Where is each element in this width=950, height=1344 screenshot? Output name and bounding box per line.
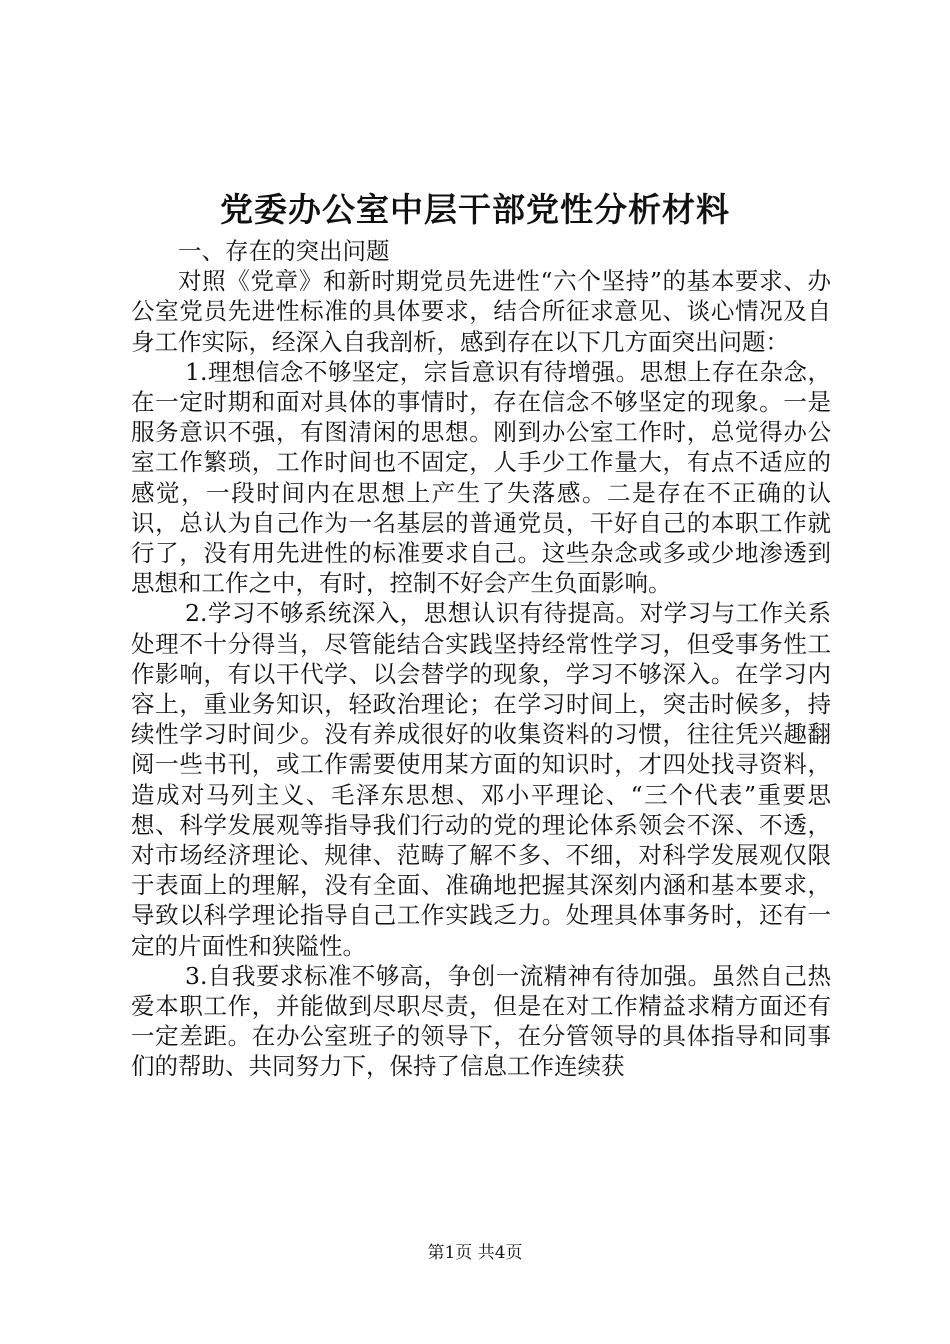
paragraph-item-2: 2.学习不够系统深入，思想认识有待提高。对学习与工作关系处理不十分得当，尽管能结合实践坚持经常性学习，但受事务性工作影响，有以干代学、以会替学的现象，学习不够深入。在学习内容上，重业务知识，轻政治理论；在学习时间上，突击时候多，持续性学习时间少。没有养成很好的收集资料的习惯，往往凭兴趣翻阅一些书刊，或工作需要使用某方面的知识时，才四处找寻资料，造成对马列主义、毛泽东思想、邓小平理论、“三个代表”重要思想、科学发展观等指导我们行动的党的理论体系领会不深、不透，对市场经济理论、规律、范畴了解不多、不细，对科学发展观仅限于表面上的理解，没有全面、准确地把握其深刻内涵和基本要求，导致以科学理论指导自己工作实践乏力。处理具体事务时，还有一定的片面性和狭隘性。 [131, 599, 831, 960]
section-heading: 一、存在的突出问题 [178, 237, 390, 265]
paragraph-item-3: 3.自我要求标准不够高，争创一流精神有待加强。虽然自己热爱本职工作，并能做到尽职尽责，但是在对工作精益求精方面还有一定差距。在办公室班子的领导下，在分管领导的具体指导和同事们的帮助、共同努力下，保持了信息工作连续获 [131, 961, 831, 1081]
paragraph-item-1: 1.理想信念不够坚定，宗旨意识有待增强。思想上存在杂念，在一定时期和面对具体的事情时，存在信念不够坚定的现象。一是服务意识不强，有图清闲的思想。刚到办公室工作时，总觉得办公室工作繁琐，工作时间也不固定，人手少工作量大，有点不适应的感觉，一段时间内在思想上产生了失落感。二是存在不正确的认识，总认为自己作为一名基层的普通党员，干好自己的本职工作就行了，没有用先进性的标准要求自己。这些杂念或多或少地渗透到思想和工作之中，有时，控制不好会产生负面影响。 [131, 357, 831, 598]
page-footer: 第1页 共4页 [427, 1243, 523, 1263]
document-body [131, 236, 831, 1082]
paragraph-intro: 对照《党章》和新时期党员先进性“六个坚持”的基本要求、办公室党员先进性标准的具体要求，结合所征求意见、谈心情况及自身工作实际，经深入自我剖析，感到存在以下几方面突出问题： [131, 267, 831, 356]
document-title: 党委办公室中层干部党性分析材料 [220, 190, 730, 229]
